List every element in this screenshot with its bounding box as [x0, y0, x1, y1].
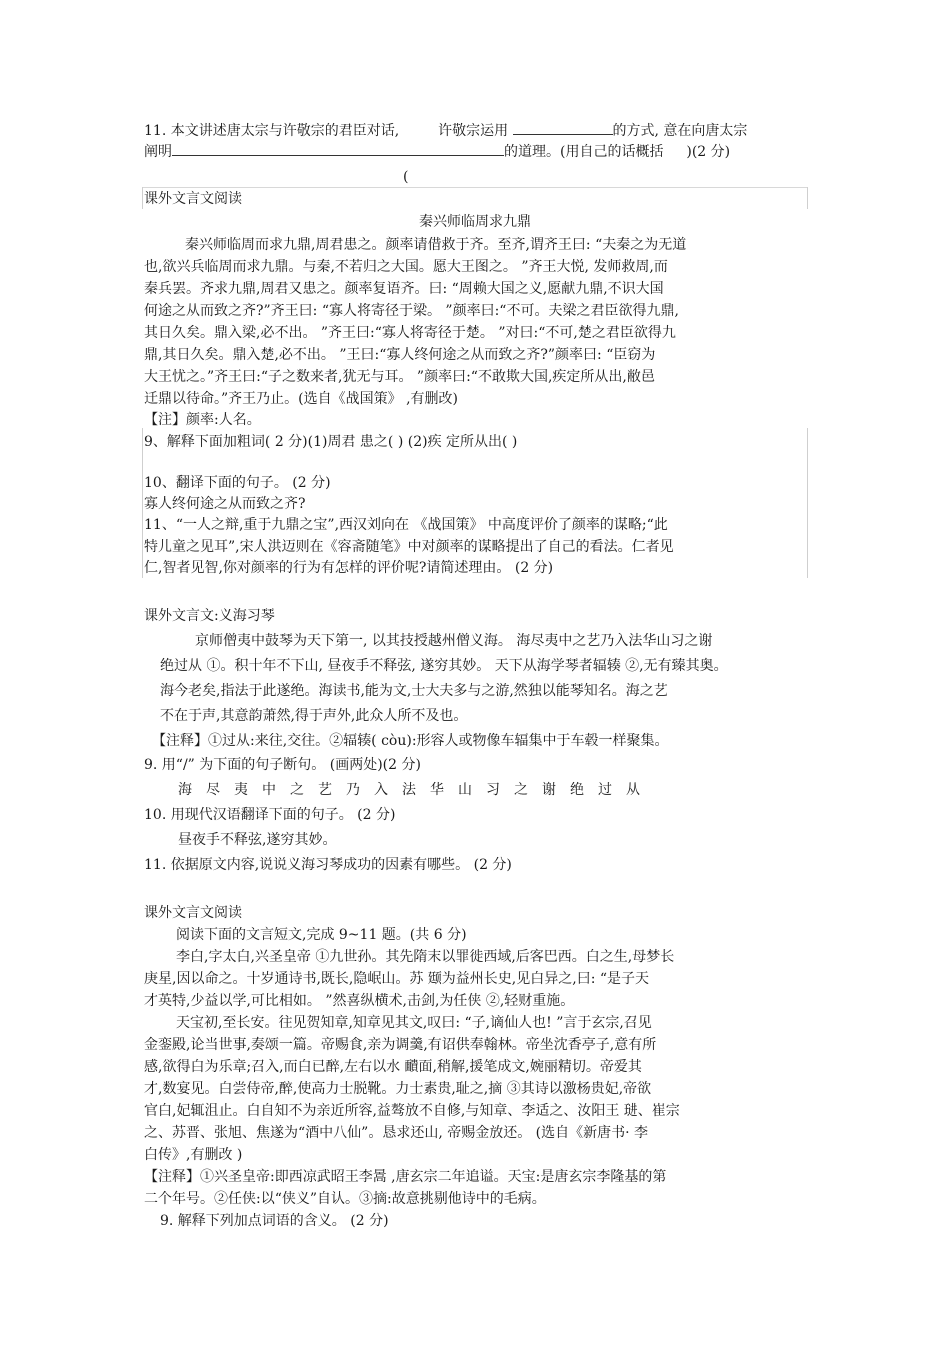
box-left-edge-lower: [142, 428, 143, 578]
passage-line: 何途之从而致之齐?”齐王曰: “寡人将寄径于梁。 ”颜率曰:“不可。夫梁之君臣欲得九鼎,: [144, 303, 679, 319]
passage-line: 才英特,少益以学,可比相如。 ”然喜纵横术,击剑,为任侠 ②,轻财重施。: [144, 993, 575, 1009]
box-left-edge: [142, 187, 143, 209]
question-11-line1: [144, 120, 809, 140]
passage-line: 李白,字太白,兴圣皇帝 ①九世孙。其先隋末以罪徙西域,后客巴西。白之生,母梦长: [176, 949, 675, 965]
passage-note: 【注释】①过从:来往,交往。②辐辏( còu):形容人或物像车辐集中于车毂一样聚集。: [152, 733, 669, 749]
passage-line: 官白,妃辄沮止。白自知不为亲近所容,益骜放不自修,与知章、李适之、汝阳王 琎、崔宗: [144, 1103, 680, 1119]
passage-title: 秦兴师临周求九鼎: [419, 214, 531, 230]
question-10-sentence: 寡人终何途之从而致之齐?: [144, 496, 306, 512]
question-11-line: 11、“一人之辩,重于九鼎之宝”,西汉刘向在 《战国策》 中高度评价了颜率的谋略;“此: [144, 517, 668, 533]
passage-line: 金銮殿,论当世事,奏颂一篇。帝赐食,亲为调羹,有诏供奉翰林。帝坐沈香亭子,意有所: [144, 1037, 657, 1053]
question-9: 9、解释下面加粗词( 2 分)(1)周君 患之( ) (2)疾 定所从出( ): [144, 434, 518, 450]
instruction: 阅读下面的文言短文,完成 9~11 题。(共 6 分): [176, 927, 467, 943]
question-9: 9. 用“/” 为下面的句子断句。 (画两处)(2 分): [144, 757, 421, 773]
passage-line: 秦兴师临周而求九鼎,周君患之。颜率请借救于齐。至齐,谓齐王曰: “夫秦之为无道: [185, 237, 687, 253]
question-11: 11. 依据原文内容,说说义海习琴成功的因素有哪些。 (2 分): [144, 857, 512, 873]
question-11-line: 仁,智者见智,你对颜率的行为有怎样的评价呢?请简述理由。 (2 分): [144, 560, 554, 576]
q11-text-b: 许敬宗运用: [438, 123, 509, 139]
passage-line: 也,欲兴兵临周而求九鼎。与秦,不若归之大国。愿大王图之。 ”齐王大悦, 发师救周,而: [144, 259, 668, 275]
stray-paren: (: [403, 169, 409, 185]
passage-line: 之、苏晋、张旭、焦遂为“酒中八仙”。恳求还山, 帝赐金放还。 (选自《新唐书· 李: [144, 1125, 649, 1141]
q11-text-c: 的方式, 意在向唐太宗: [612, 123, 748, 139]
passage-line: 不在于声,其意韵萧然,得于声外,此众人所不及也。: [160, 708, 468, 724]
section-divider: [143, 187, 808, 188]
passage-line: 迁鼎以待命。”齐王乃止。(选自《战国策》 ,有删改): [144, 391, 458, 407]
answer-blank-method[interactable]: [513, 120, 613, 135]
passage-note: 二个年号。②任侠:以“侠义”自认。③摘:故意挑剔他诗中的毛病。: [144, 1191, 546, 1207]
question-11-line2: [144, 141, 809, 161]
passage-line: 鼎,其日久矣。鼎入楚,必不出。 ”王曰:“寡人终何途之从而致之齐?”颜率曰: “臣窃为: [144, 347, 656, 363]
passage-line: 海今老矣,指法于此遂绝。海读书,能为文,士大夫多与之游,然独以能琴知名。海之艺: [160, 683, 668, 699]
section-heading: 课外文言文:义海习琴: [144, 608, 275, 624]
passage-line: 才,数宴见。白尝侍帝,醉,使高力士脱靴。力士素贵,耻之,摘 ③其诗以激杨贵妃,帝欲: [144, 1081, 652, 1097]
passage-line: 白传》,有删改 ): [144, 1147, 243, 1163]
passage-line: 京师僧夷中鼓琴为天下第一, 以其技授越州僧义海。 海尽夷中之艺乃入法华山习之谢: [195, 633, 713, 649]
question-9: 9. 解释下列加点词语的含义。 (2 分): [160, 1213, 389, 1229]
section-heading: 课外文言文阅读: [144, 191, 242, 207]
question-10-sentence: 昼夜手不释弦,遂穷其妙。: [178, 832, 337, 848]
answer-blank-principle[interactable]: [172, 141, 504, 156]
question-10: 10、翻译下面的句子。 (2 分): [144, 475, 331, 491]
passage-line: 秦兵罢。齐求九鼎,周君又患之。颜率复语齐。曰: “周赖大国之义,愿献九鼎,不识大国: [144, 281, 664, 297]
q11-text-a: 11. 本文讲述唐太宗与许敬宗的君臣对话,: [144, 123, 400, 139]
passage-line: 天宝初,至长安。往见贺知章,知章见其文,叹曰: “子,谪仙人也! ”言于玄宗,召见: [176, 1015, 652, 1031]
question-11-line: 特儿童之见耳”,宋人洪迈则在《容斋随笔》中对颜率的谋略提出了自己的看法。仁者见: [144, 539, 674, 555]
passage-line: 庚星,因以命之。十岁通诗书,既长,隐岷山。苏 颋为益州长史,见白异之,曰: “是子天: [144, 971, 650, 987]
question-10: 10. 用现代汉语翻译下面的句子。 (2 分): [144, 807, 396, 823]
passage-line: 其日久矣。鼎入梁,必不出。 ”齐王曰:“寡人将寄径于楚。 ”对曰:“不可,楚之君臣欲得九: [144, 325, 676, 341]
q11-text-e: 的道理。(用自己的话概括: [504, 144, 664, 160]
passage-note: 【注释】①兴圣皇帝:即西凉武昭王李暠 ,唐玄宗二年追谥。天宝:是唐玄宗李隆基的第: [144, 1169, 667, 1185]
question-9-sentence: 海尽夷中之艺乃入法华山习之谢绝过从: [178, 782, 654, 798]
passage-line: 大王忧之。”齐王曰:“子之数来者,犹无与耳。 ”颜率曰:“不敢欺大国,疾定所从出,敝邑: [144, 369, 655, 385]
passage-line: 绝过从 ①。积十年不下山, 昼夜手不释弦, 遂穷其妙。 天下从海学琴者辐辏 ②,无有臻其奥。: [160, 658, 728, 674]
section-heading: 课外文言文阅读: [144, 905, 242, 921]
passage-line: 感,欲得白为乐章;召入,而白已醉,左右以水 靧面,稍解,援笔成文,婉丽精切。帝爱其: [144, 1059, 642, 1075]
passage-note: 【注】颜率:人名。: [144, 412, 261, 428]
q11-text-d: 阐明: [144, 144, 172, 160]
q11-text-f: )(2 分): [686, 144, 731, 160]
